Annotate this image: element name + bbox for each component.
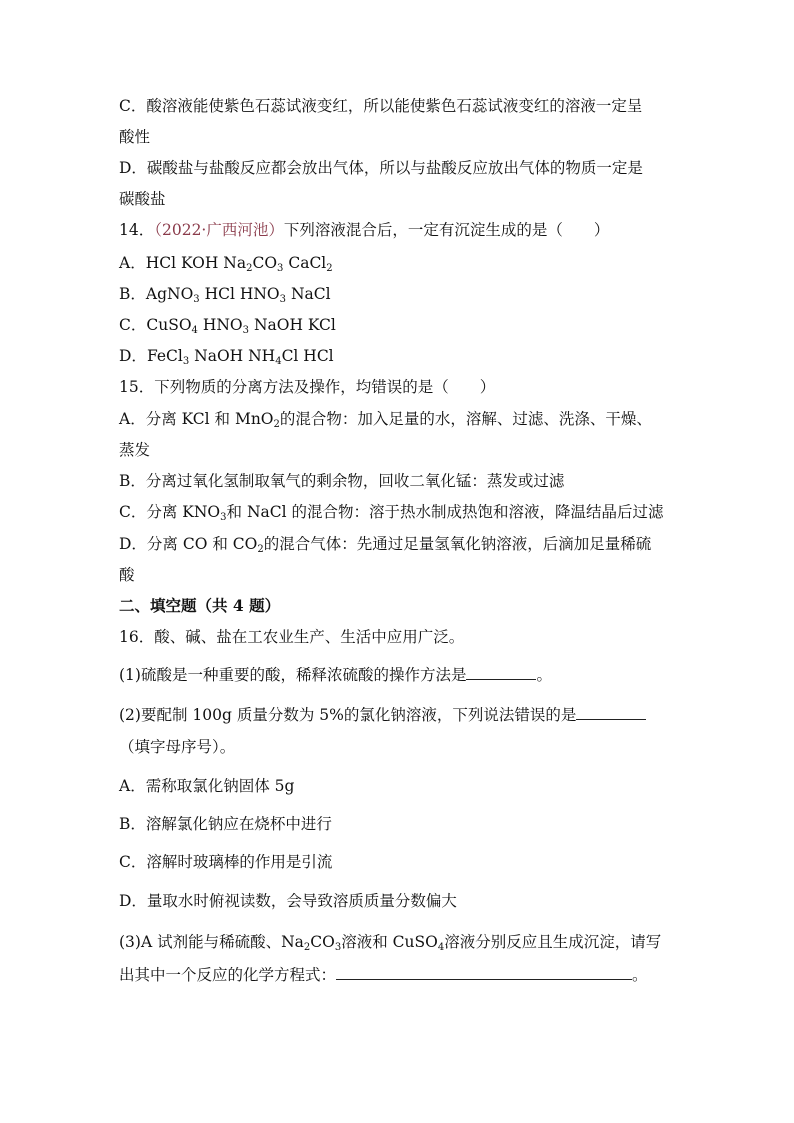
q15-option-a-line1: A．分离 KCl 和 MnO$_2$的混合物：加入足量的水，溶解、过滤、洗涤、干燥、 bbox=[119, 410, 652, 430]
q16-part2-line1: (2)要配制 100g 质量分数为 5%的氯化钠溶液，下列说法错误的是 bbox=[119, 705, 646, 725]
q14-stem bbox=[119, 220, 609, 240]
q13-option-d-line1: D．碳酸盐与盐酸反应都会放出气体，所以与盐酸反应放出气体的物质一定是 bbox=[119, 159, 643, 177]
q14-source: （2022·广西河池） bbox=[154, 221, 284, 239]
answer-blank[interactable] bbox=[336, 965, 632, 980]
q16-option-c: C．溶解时玻璃棒的作用是引流 bbox=[119, 853, 333, 871]
q14-option-a: A．HCl KOH $Na_2CO_3$ CaCl$_2$ bbox=[119, 254, 333, 274]
q13-option-c-line2: 酸性 bbox=[119, 128, 151, 146]
q14-option-d: D．FeCl$_3$ NaOH $NH_4Cl$ HCl bbox=[119, 347, 334, 367]
q15-option-b: B．分离过氧化氢制取氧气的剩余物，回收二氧化锰：蒸发或过滤 bbox=[119, 472, 565, 490]
q16-option-b: B．溶解氯化钠应在烧杯中进行 bbox=[119, 815, 332, 833]
q16-part3-line2: 出其中一个反应的化学方程式： 。 bbox=[119, 966, 648, 984]
q16-part2-line2: （填字母序号）。 bbox=[119, 738, 236, 756]
q14-option-b: B．AgNO$_3$ HCl $HNO_3$ NaCl bbox=[119, 285, 331, 305]
q15-stem: 15．下列物质的分离方法及操作，均错误的是（ ） bbox=[119, 378, 496, 396]
q14-number: 14． bbox=[119, 221, 155, 239]
q15-option-d-line2: 酸 bbox=[119, 566, 135, 584]
q16-option-a: A．需称取氯化钠固体 5g bbox=[119, 777, 295, 795]
q15-option-c: C．分离 $KNO_3$和 NaCl 的混合物：溶于热水制成热饱和溶液，降温结晶后过滤 bbox=[119, 503, 664, 523]
q16-stem: 16．酸、碱、盐在工农业生产、生活中应用广泛。 bbox=[119, 628, 465, 646]
q15-option-a-line2: 蒸发 bbox=[119, 441, 151, 459]
q14-question: 下列溶液混合后，一定有沉淀生成的是（ ） bbox=[283, 221, 610, 239]
q13-option-c-line1: C．酸溶液能使紫色石蕊试液变红，所以能使紫色石蕊试液变红的溶液一定呈 bbox=[119, 97, 643, 115]
q16-option-d: D．量取水时俯视读数，会导致溶质质量分数偏大 bbox=[119, 892, 457, 910]
q13-option-d-line2: 碳酸盐 bbox=[119, 190, 166, 208]
answer-blank[interactable] bbox=[466, 665, 536, 680]
q16-part1: (1)硫酸是一种重要的酸，稀释浓硫酸的操作方法是 。 bbox=[119, 666, 552, 684]
section-heading-fill-in: 二、填空题（共 4 题） bbox=[119, 596, 281, 615]
q16-part3-line1: (3)A 试剂能与稀硫酸、$Na_2CO_3$溶液和 CuSO$_4$溶液分别反应且生成沉淀，请写 bbox=[119, 933, 662, 953]
answer-blank[interactable] bbox=[576, 705, 646, 720]
q15-option-d-line1: D．分离 CO 和 $CO_2$的混合气体：先通过足量氢氧化钠溶液，后滴加足量稀硫 bbox=[119, 535, 652, 555]
q14-option-c: C．CuSO$_4$ $HNO_3$ NaOH KCl bbox=[119, 316, 336, 336]
